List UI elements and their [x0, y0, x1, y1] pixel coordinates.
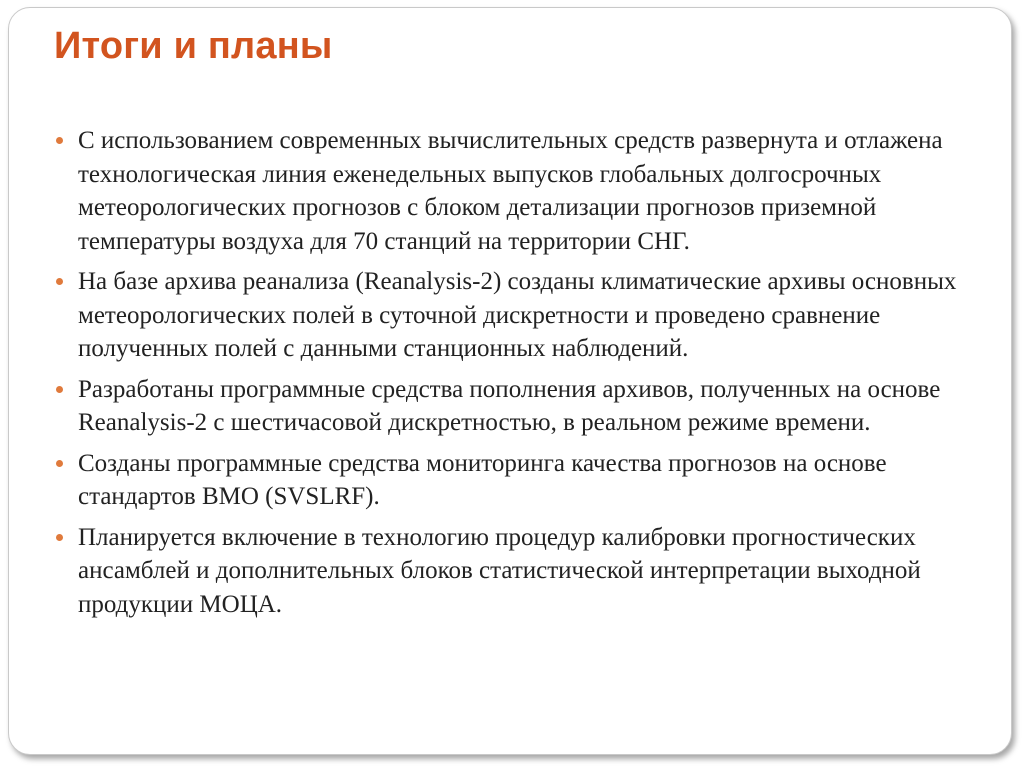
bullet-list — [56, 124, 1001, 628]
bullet-dot-icon — [56, 460, 63, 467]
bullet-text: На базе архива реанализа (Reanalysis-2) созданы климатические архивы основных метеорологических полей в суточной дискретности и проведено сравнение полученных полей с данными станционных наблюдений. — [78, 268, 957, 362]
list-item — [56, 265, 1001, 366]
list-item — [56, 124, 1001, 258]
bullet-dot-icon — [56, 534, 63, 541]
bullet-text: Разработаны программные средства пополнения архивов, полученных на основе Reanalysis-2 с шестичасовой дискретностью, в реальном режиме времени. — [78, 375, 941, 436]
bullet-dot-icon — [56, 137, 63, 144]
list-item — [56, 447, 1001, 514]
bullet-dot-icon — [56, 386, 63, 393]
bullet-text: Планируется включение в технологию процедур калибровки прогностических ансамблей и дополнительных блоков статистической интерпретации выходной продукции МОЦА. — [78, 523, 921, 618]
slide-title: Итоги и планы — [54, 25, 333, 67]
list-item — [56, 373, 1001, 440]
bullet-dot-icon — [56, 278, 63, 285]
list-item — [56, 521, 1001, 622]
bullet-text: Созданы программные средства мониторинга качества прогнозов на основе стандартов ВМО (SVSLRF). — [78, 449, 887, 510]
bullet-text: С использованием современных вычислительных средств развернута и отлажена технологическая линия еженедельных выпусков глобальных долгосрочных метеорологических прогнозов с блоком детализации прогнозов приземной температуры воздуха для 70 станций на территории СНГ. — [78, 127, 943, 255]
